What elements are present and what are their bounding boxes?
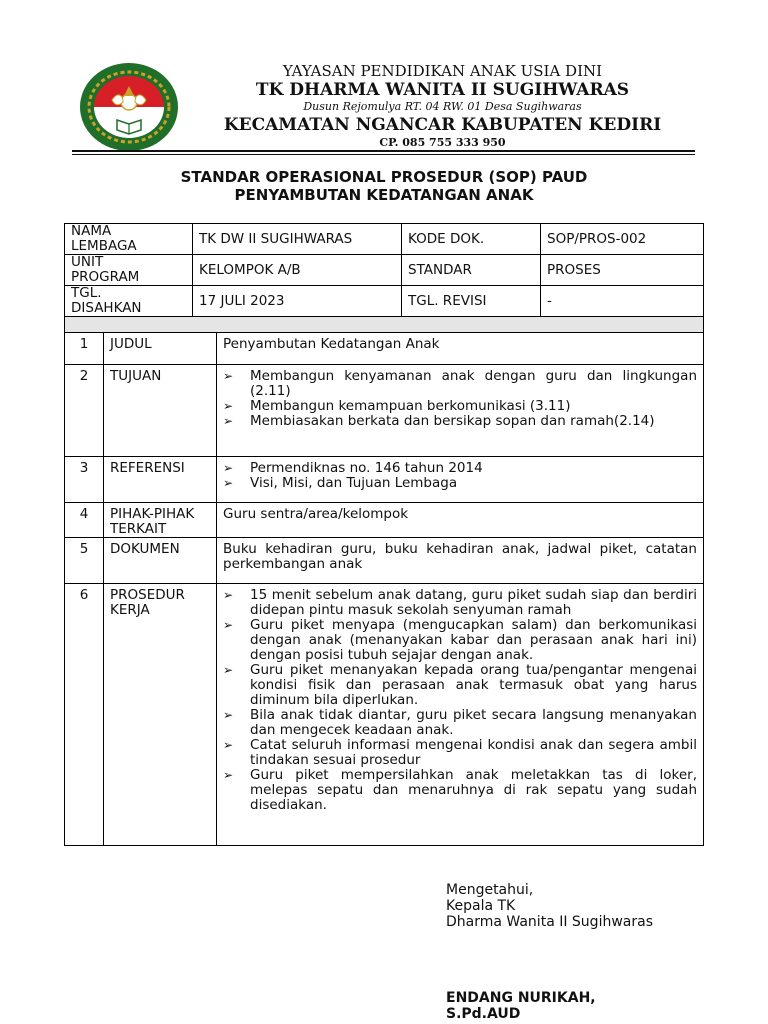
row-number: 6 — [65, 584, 104, 846]
table-cell: KELOMPOK A/B — [193, 255, 402, 286]
table-cell: KODE DOK. — [402, 224, 541, 255]
document-title — [64, 168, 704, 204]
signer-title: Kepala TK — [446, 898, 516, 914]
signer-name: ENDANG NURIKAH, S.Pd.AUD — [446, 990, 596, 1022]
row-label: REFERENSI — [104, 457, 217, 503]
separator-row — [64, 317, 704, 332]
row-label: TUJUAN — [104, 365, 217, 457]
table-cell: SOP/PROS-002 — [541, 224, 704, 255]
table-cell: TGL. REVISI — [402, 286, 541, 317]
list-item: ➢ Membangun kemampuan berkomunikasi (3.11) — [223, 399, 697, 414]
title-line-2: PENYAMBUTAN KEDATANGAN ANAK — [234, 186, 534, 204]
row-value — [217, 584, 704, 846]
list-item: ➢ Guru piket menyapa (mengucapkan salam) dan berkomunikasi dengan anak (menanyakan kabar dan perasaan anak hari ini) dengan posisi tubuh sejajar dengan anak. — [223, 618, 697, 663]
list-item: ➢ Guru piket mempersilahkan anak meletakkan tas di loker, melepas sepatu dan menaruhnya di rak sepatu yang sudah disediakan. — [223, 768, 697, 813]
row-label: DOKUMEN — [104, 538, 217, 584]
row-value: Penyambutan Kedatangan Anak — [217, 333, 704, 365]
letterhead — [0, 0, 768, 160]
row-number: 1 — [65, 333, 104, 365]
table-cell: NAMA LEMBAGA — [65, 224, 193, 255]
table-row — [65, 286, 704, 317]
organization-logo — [79, 62, 179, 152]
signature-block — [446, 882, 653, 930]
row-label: PROSEDUR KERJA — [104, 584, 217, 846]
document-info-table — [64, 223, 704, 317]
list-item: ➢ 15 menit sebelum anak datang, guru piket sudah siap dan berdiri didepan pintu masuk sekolah senyuman ramah — [223, 588, 697, 618]
row-number: 4 — [65, 503, 104, 538]
contact-phone: CP. 085 755 333 950 — [379, 136, 506, 149]
header-divider — [72, 150, 695, 152]
table-cell: - — [541, 286, 704, 317]
row-label: JUDUL — [104, 333, 217, 365]
header-divider-thin — [72, 154, 695, 155]
list-item: ➢ Visi, Misi, dan Tujuan Lembaga — [223, 476, 697, 491]
list-item: ➢ Catat seluruh informasi mengenai kondisi anak dan segera ambil tindakan sesuai prosedur — [223, 738, 697, 768]
list-item: ➢ Guru piket menanyakan kepada orang tua/pengantar mengenai kondisi fisik dan perasaan anak termasuk obat yang harus diminum bila diperlukan. — [223, 663, 697, 708]
table-cell: PROSES — [541, 255, 704, 286]
list-item: ➢ Membiasakan berkata dan bersikap sopan dan ramah(2.14) — [223, 414, 697, 429]
table-row — [65, 538, 704, 584]
table-cell: STANDAR — [402, 255, 541, 286]
table-row — [65, 333, 704, 365]
school-name: TK DHARMA WANITA II SUGIHWARAS — [255, 80, 630, 100]
district-name: KECAMATAN NGANCAR KABUPATEN KEDIRI — [223, 115, 662, 135]
table-row — [65, 224, 704, 255]
address: Dusun Rejomulya RT. 04 RW. 01 Desa Sugihwaras — [303, 100, 582, 113]
table-row — [65, 584, 704, 846]
row-value: Guru sentra/area/kelompok — [217, 503, 704, 538]
table-row — [65, 457, 704, 503]
list-item: ➢ Bila anak tidak diantar, guru piket secara langsung menanyakan dan mengecek keadaan anak. — [223, 708, 697, 738]
table-row — [65, 365, 704, 457]
title-line-1: STANDAR OPERASIONAL PROSEDUR (SOP) PAUD — [180, 168, 588, 186]
row-value — [217, 457, 704, 503]
sop-content-table — [64, 332, 704, 846]
row-value — [217, 365, 704, 457]
list-item: ➢ Membangun kenyamanan anak dengan guru dan lingkungan (2.11) — [223, 369, 697, 399]
row-number: 2 — [65, 365, 104, 457]
row-label: PIHAK-PIHAK TERKAIT — [104, 503, 217, 538]
list-item: ➢ Permendiknas no. 146 tahun 2014 — [223, 461, 697, 476]
row-number: 5 — [65, 538, 104, 584]
table-row — [65, 503, 704, 538]
signer-institution: Dharma Wanita II Sugihwaras — [446, 914, 653, 930]
acknowledged-label: Mengetahui, — [446, 882, 534, 898]
row-value: Buku kehadiran guru, buku kehadiran anak, jadwal piket, catatan perkembangan anak — [217, 538, 704, 584]
table-row — [65, 255, 704, 286]
table-cell: UNIT PROGRAM — [65, 255, 193, 286]
table-cell: TGL. DISAHKAN — [65, 286, 193, 317]
table-cell: 17 JULI 2023 — [193, 286, 402, 317]
table-cell: TK DW II SUGIHWARAS — [193, 224, 402, 255]
foundation-name: YAYASAN PENDIDIKAN ANAK USIA DINI — [282, 62, 603, 80]
row-number: 3 — [65, 457, 104, 503]
